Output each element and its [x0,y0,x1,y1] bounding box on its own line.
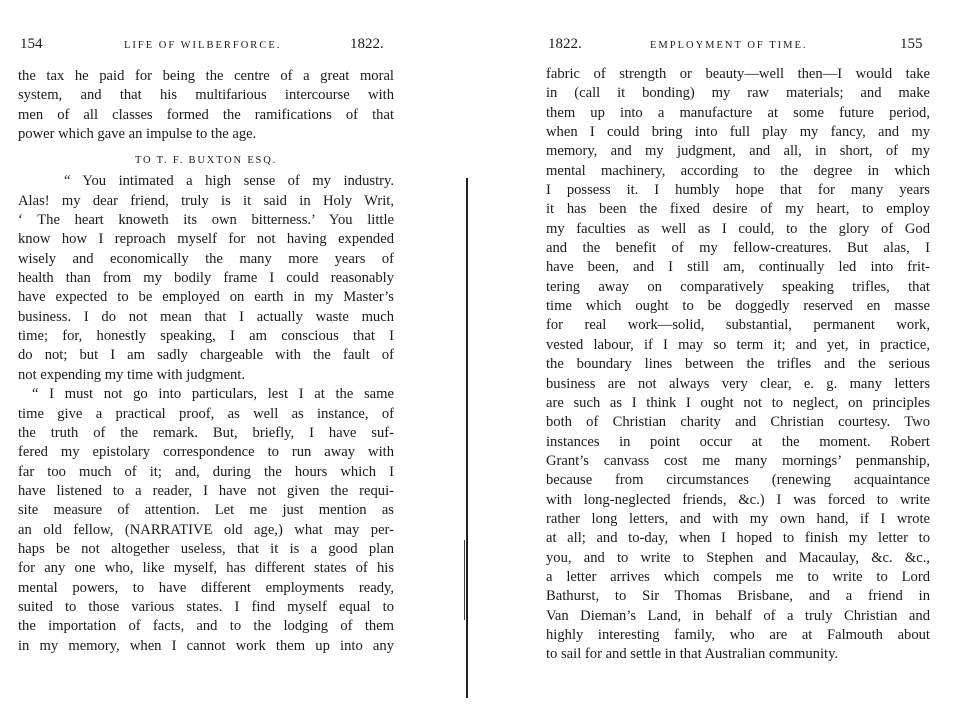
text-line: memory, and my judgment, and all, in short, of my [546,143,930,160]
text-line: for real work—solid, substantial, permanent work, [546,317,930,334]
text-line: not expending my time with judgment. [18,366,245,383]
text-line: business are not always very clear, e. g. many letters [546,375,930,392]
text-line: time which ought to be doggedly reserved en masse [546,298,930,315]
text-line: Bathurst, to Sir Thomas Brisbane, and a friend in [546,588,930,605]
text-line: highly interesting family, who are at Falmouth about [546,626,930,643]
header-year: 1822. [548,36,582,52]
text-line: my faculties as well as I could, to the glory of God [546,220,930,237]
text-line: time give a practical proof, as well as instance, of [18,405,394,422]
left-page-body [18,67,394,656]
text-line: instances in point occur at the moment. Robert [546,433,930,450]
text-line: the tax he paid for being the centre of a great moral [18,68,394,84]
text-line: in my memory, when I cannot work them up into any [18,637,394,654]
text-line: a letter arrives which compels me to write to Lord [546,568,930,585]
text-line: know how I reproach myself for not having expended [18,231,394,248]
text-line: suited to those various states. I find myself equal to [18,598,394,615]
text-line: “ You intimated a high sense of my industry. [64,173,394,190]
book-gutter-shadow [464,540,470,620]
left-page-header [18,36,394,58]
text-line: the importation of facts, and to the lodging of them [18,618,394,635]
text-line: far too much of it; and, during the hours which I [18,463,394,480]
page-number: 155 [900,36,923,52]
text-line: in (call it bonding) my raw materials; and make [546,85,930,102]
text-line: wisely and economically the many more years of [18,250,394,267]
text-line: you, and to write to Stephen and Macaulay, &c. &c., [546,549,930,566]
text-line: to sail for and settle in that Australian community. [546,646,839,663]
text-line: for any one who, like myself, has different states of his [18,560,394,577]
text-line: mental powers, to have different employments ready, [18,579,394,596]
text-line: have been, and I still am, continually led into frit- [546,259,930,276]
text-line: men of all classes formed the ramifications of that [18,106,394,123]
running-head: EMPLOYMENT OF TIME. [650,40,808,51]
text-line: system, and that his multifarious intercourse with [18,87,394,104]
text-line: health than from my bodily frame I could reasonably [18,270,394,287]
text-line: haps be not altogether useless, that it is a good plan [18,540,394,557]
text-line: because from circumstances (renewing acquaintance [546,472,930,489]
text-line: have listened to a reader, I have not given the requi- [18,482,394,499]
text-line: are such as I think I ought not to neglect, on principles [546,394,930,411]
running-head: LIFE OF WILBERFORCE. [124,40,282,51]
right-page [546,0,930,705]
text-line: at all; and to-day, when I hoped to finish my letter to [546,530,930,547]
text-line: have expected to be employed on earth in my Master’s [18,289,394,306]
header-year: 1822. [350,36,384,52]
text-line: mental machinery, according to the degree in which [546,162,930,179]
text-line: both of Christian charity and Christian courtesy. Two [546,414,930,431]
text-line: do not; but I am sadly chargeable with the fault of [18,347,394,364]
text-line: “ I must not go into particulars, lest I at the same [32,386,394,403]
text-line: and the benefit of my fellow-creatures. But alas, I [546,240,930,257]
text-line: Grant’s canvass cost me many mornings’ penmanship, [546,452,930,469]
letter-heading: TO T. F. BUXTON ESQ. [134,155,278,167]
text-line: the truth of the remark. But, briefly, I have suf- [18,424,394,441]
text-line: rather long letters, and with my own hand, if I wrote [546,510,930,527]
text-line: fered my epistolary correspondence to run away with [18,444,394,461]
text-line: business. I do not mean that I actually waste much [18,308,394,325]
text-line: time; for, honestly speaking, I am conscious that I [18,328,394,345]
text-line: Alas! my dear friend, truly is it said in Holy Writ, [18,192,394,209]
text-line: an old fellow, (NARRATIVE old age,) what may per- [18,521,394,538]
text-line: tering away on comparatively speaking trifles, that [546,278,930,295]
left-page [18,0,394,705]
text-line: it has been the fixed desire of my heart, to employ [546,201,930,218]
page-number: 154 [20,36,43,52]
right-page-body [546,65,930,665]
text-line: site measure of attention. Let me just mention as [18,502,394,519]
text-line: when I could bring into full play my fancy, and my [546,124,930,141]
text-line: fabric of strength or beauty—well then—I would take [546,66,930,82]
text-line: vested labour, if I may so term it; and yet, in practice, [546,336,930,353]
text-line: Van Dieman’s Land, in behalf of a truly Christian and [546,607,930,624]
text-line: I possess it. I humbly hope that for many years [546,182,930,199]
book-gutter-line [466,178,468,698]
right-page-header [546,36,930,58]
text-line: ‘ The heart knoweth its own bitterness.’ You little [18,212,394,229]
text-line: with long-neglected friends, &c.) I was forced to write [546,491,930,508]
text-line: power which gave an impulse to the age. [18,126,257,143]
text-line: the boundary lines between the trifles and the serious [546,356,930,373]
text-line: them up into a manufacture at some future period, [546,104,930,121]
